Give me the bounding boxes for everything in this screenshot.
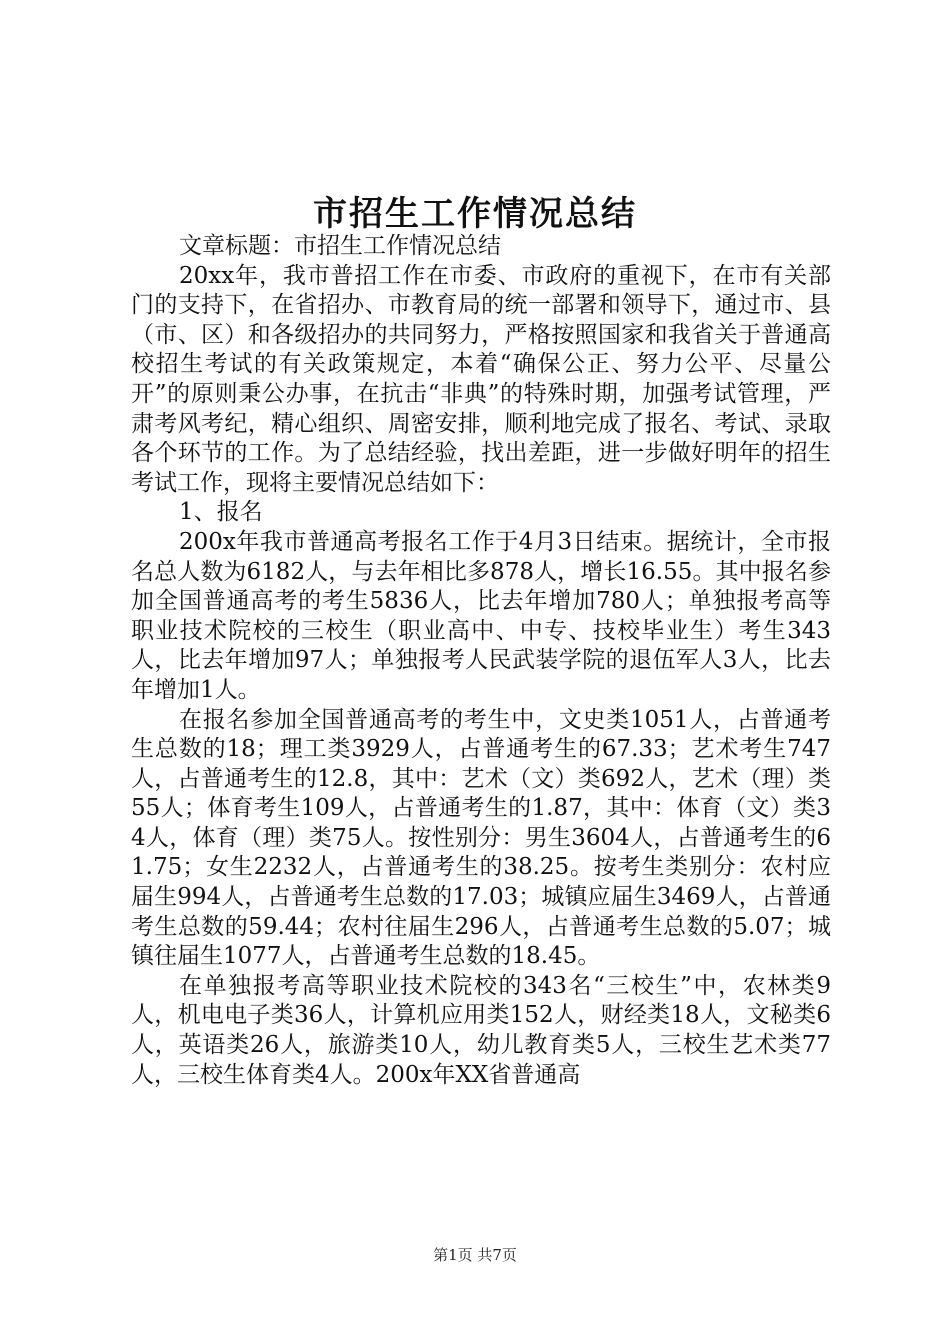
- vocational-candidates-paragraph: 在单独报考高等职业技术院校的343名“三校生”中，农林类9人，机电电子类36人，计算机应用类152人，财经类18人，文秘类6人，英语类26人，旅游类10人，幼儿教育类5人，三校生艺术类77人，三校生体育类4人。200x年XX省普通高: [131, 972, 831, 1088]
- page-footer: 第1页 共7页: [433, 1246, 517, 1264]
- section-heading-registration: 1、报名: [179, 499, 263, 526]
- article-title-line: 文章标题：市招生工作情况总结: [179, 233, 501, 259]
- document-body: [131, 232, 831, 1090]
- registration-summary-paragraph: 200x年我市普通高考报名工作于4月3日结束。据统计，全市报名总人数为6182人，与去年相比多878人，增长16.55。其中报名参加全国普通高考的考生5836人，比去年增加780人；单独报考高等职业技术院校的三校生（职业高中、中专、技校毕业生）考生343人，比去年增加97人；单独报考人民武装学院的退伍军人3人，比去年增加1人。: [131, 528, 831, 703]
- document-title: 市招生工作情况总结: [313, 194, 637, 234]
- intro-paragraph: 20xx年，我市普招工作在市委、市政府的重视下，在市有关部门的支持下，在省招办、市教育局的统一部署和领导下，通过市、县（市、区）和各级招办的共同努力，严格按照国家和我省关于普通高校招生考试的有关政策规定，本着“确保公正、努力公平、尽量公开”的原则秉公办事，在抗击“非典”的特殊时期，加强考试管理，严肃考风考纪，精心组织、周密安排，顺利地完成了报名、考试、录取各个环节的工作。为了总结经验，找出差距，进一步做好明年的招生考试工作，现将主要情况总结如下：: [131, 262, 831, 496]
- candidate-breakdown-paragraph: 在报名参加全国普通高考的考生中，文史类1051人，占普通考生总数的18；理工类3929人，占普通考生的67.33；艺术考生747人，占普通考生的12.8，其中：艺术（文）类692人，艺术（理）类55人；体育考生109人，占普通考生的1.87，其中：体育（文）类34人，体育（理）类75人。按性别分：男生3604人，占普通考生的61.75；女生2232人，占普通考生的38.25。按考生类别分：农村应届生994人，占普通考生总数的17.03；城镇应届生3469人，占普通考生总数的59.44；农村往届生296人，占普通考生总数的5.07；城镇往届生1077人，占普通考生总数的18.45。: [131, 706, 831, 970]
